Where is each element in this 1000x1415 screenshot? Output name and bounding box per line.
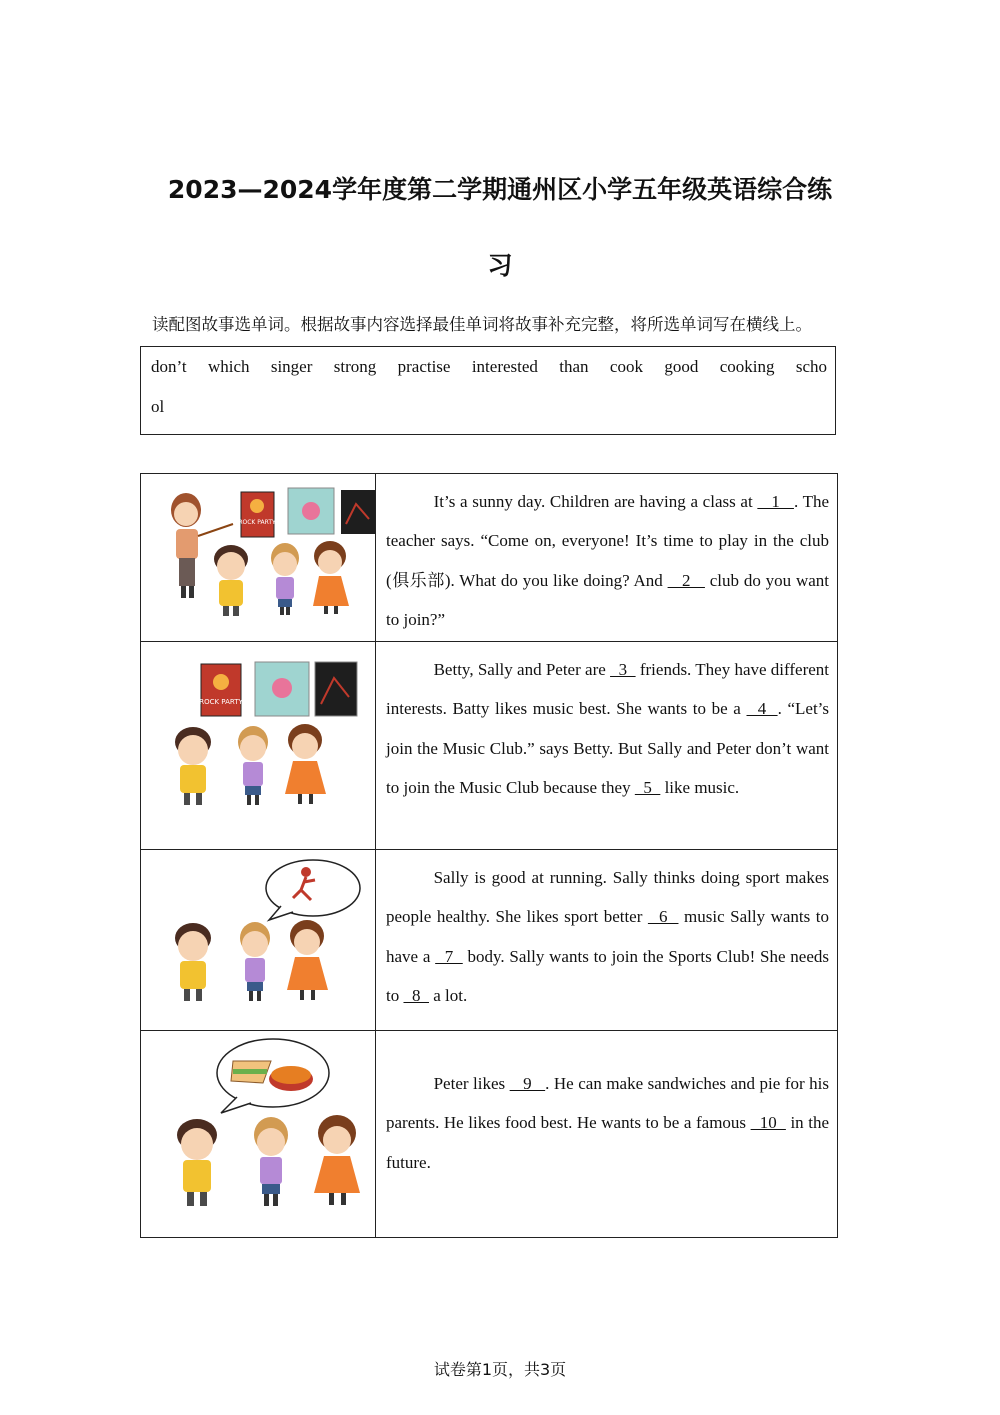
story-text-3 xyxy=(376,850,838,1031)
story-paragraph xyxy=(386,1064,829,1182)
word-bank-item: cook xyxy=(609,357,643,376)
word-bank-row xyxy=(151,357,827,377)
story-paragraph xyxy=(386,858,829,1015)
illustration-class xyxy=(141,474,376,642)
word-bank-item: which xyxy=(207,357,250,376)
answer-blank: 8 xyxy=(403,985,429,1005)
answer-blank: 5 xyxy=(634,777,661,797)
story-sentence: club do you want to join?” xyxy=(386,570,829,629)
story-sentence: music Sally wants to have a xyxy=(386,907,829,966)
boy-figure xyxy=(175,727,211,805)
page-footer: 试卷第1页，共3页 xyxy=(433,1360,567,1379)
answer-blank: 9 xyxy=(509,1074,546,1094)
story-sentence: a lot. xyxy=(428,985,468,1005)
story-sentence: in the future. xyxy=(386,1113,829,1172)
story-row-4 xyxy=(141,1031,838,1238)
answer-blank: 1 xyxy=(757,492,794,511)
poster-label: ROCK PARTY xyxy=(238,519,276,526)
boy-figure xyxy=(175,923,211,1001)
story-sentence: Sally is good at running. Sally thinks doing sport makes people healthy. She likes sport better xyxy=(386,868,829,927)
girl-figure xyxy=(271,543,299,615)
answer-blank: 6 xyxy=(647,907,679,927)
girl-figure xyxy=(240,922,270,1001)
story-sentence: . He can make sandwiches and pie for his parents. He likes food best. He wants to be a famous xyxy=(386,1074,829,1133)
piano-poster xyxy=(341,490,375,534)
story-table xyxy=(140,473,838,1238)
answer-blank: 7 xyxy=(435,946,463,966)
word-bank-item: scho xyxy=(795,357,827,376)
word-bank xyxy=(140,346,836,435)
illustration-sports xyxy=(141,850,376,1031)
word-bank-item: than xyxy=(559,357,589,376)
story-text-2 xyxy=(376,642,838,850)
page-title-wrap: 习 xyxy=(487,251,513,280)
story-sentence: like music. xyxy=(660,777,740,797)
speech-bubble-food xyxy=(217,1039,329,1113)
word-bank-item: singer xyxy=(270,357,313,376)
story-text-4 xyxy=(376,1031,838,1238)
instruction-text: 读配图故事选单词。根据故事内容选择最佳单词将故事补充完整，将所选单词写在横线上。 xyxy=(152,315,812,334)
boy-figure xyxy=(214,545,248,616)
illustration-posters xyxy=(141,642,376,850)
illustration-food xyxy=(141,1031,376,1238)
poster-label: ROCK PARTY xyxy=(199,698,243,706)
dancing-girl-figure xyxy=(287,920,328,1000)
answer-blank: 4 xyxy=(746,699,778,719)
dancing-girl-figure xyxy=(313,541,349,614)
word-bank-item: good xyxy=(664,357,699,376)
dance-poster xyxy=(288,488,334,534)
girl-figure xyxy=(254,1117,288,1206)
word-bank-item: strong xyxy=(333,357,377,376)
story-row-3 xyxy=(141,850,838,1031)
word-bank-item: practise xyxy=(397,357,451,376)
dance-poster xyxy=(255,662,309,716)
story-row-2 xyxy=(141,642,838,850)
answer-blank: 2 xyxy=(667,570,705,590)
story-paragraph xyxy=(386,650,829,807)
rock-party-poster xyxy=(238,492,276,537)
story-sentence: . The teacher says. “Come on, everyone! It’s time to play in the club (俱乐部). What do you like doing? And xyxy=(386,492,830,590)
story-row-1 xyxy=(141,474,838,642)
page-title: 2023—2024学年度第二学期通州区小学五年级英语综合练 xyxy=(167,175,833,204)
word-bank-item: don’t xyxy=(151,357,187,376)
girl-figure xyxy=(238,726,268,805)
story-sentence: Betty, Sally and Peter are xyxy=(433,660,611,679)
boy-figure xyxy=(177,1119,217,1206)
word-bank-item: cooking xyxy=(719,357,775,376)
piano-poster xyxy=(315,662,357,716)
answer-blank: 10 xyxy=(750,1113,786,1133)
rock-party-poster xyxy=(199,664,243,716)
dancing-girl-figure xyxy=(285,724,326,804)
word-bank-item: interested xyxy=(471,357,538,376)
speech-bubble-running xyxy=(266,860,360,920)
dancing-girl-figure xyxy=(314,1115,360,1205)
story-sentence: . “Let’s join the Music Club.” says Betty. But Sally and Peter don’t want to join the Music Club because they xyxy=(386,699,830,797)
story-sentence: Peter likes xyxy=(433,1074,510,1094)
story-sentence: body. Sally wants to join the Sports Club! She needs to xyxy=(386,946,830,1005)
story-sentence: It’s a sunny day. Children are having a class at xyxy=(433,492,758,511)
story-sentence: friends. They have different interests. Batty likes music best. She wants to be a xyxy=(386,660,830,719)
word-bank-wrap: ol xyxy=(151,397,165,416)
story-text-1 xyxy=(376,474,838,642)
story-paragraph xyxy=(386,482,829,639)
answer-blank: 3 xyxy=(610,660,636,679)
